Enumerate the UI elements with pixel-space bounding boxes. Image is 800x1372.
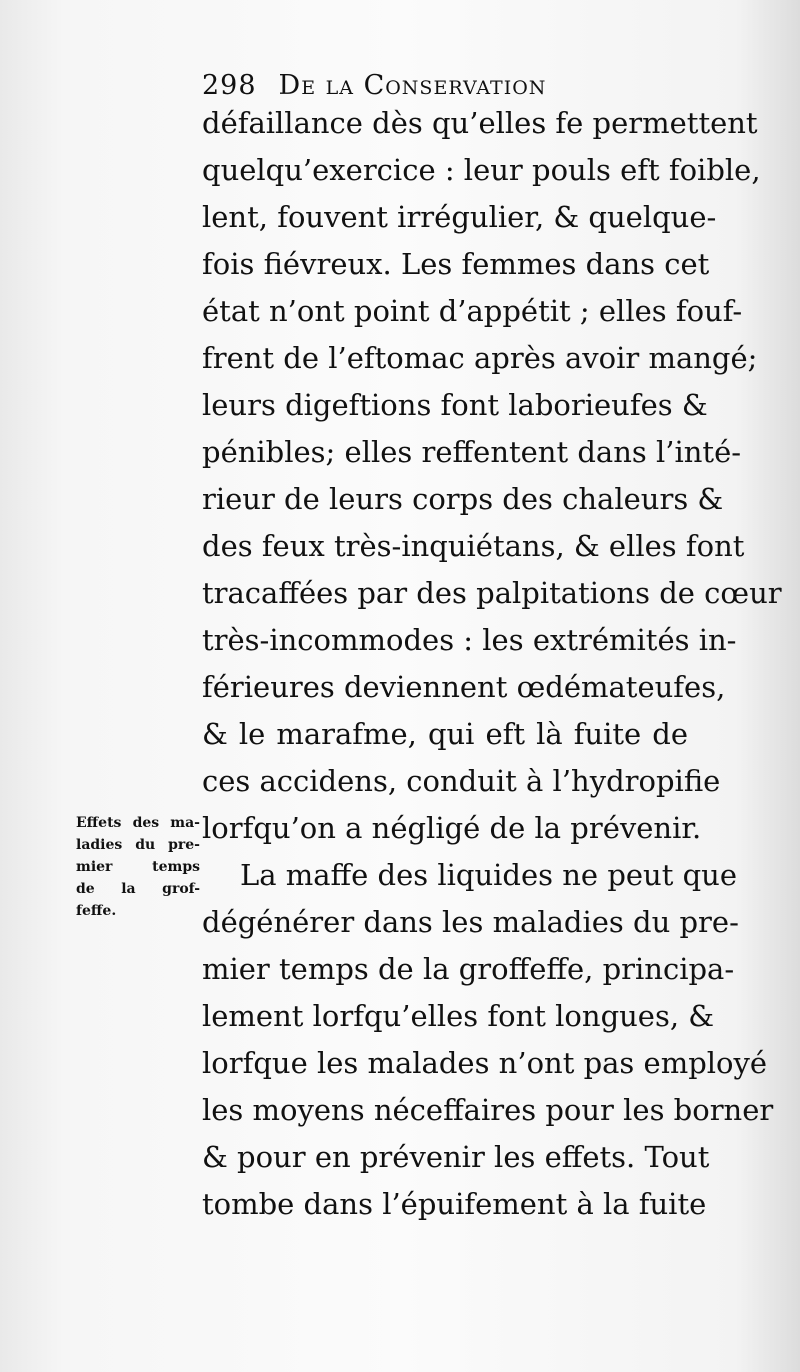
text-line: état n’ont point d’appétit ; elles fouf- bbox=[202, 294, 743, 328]
text-line: lent, fouvent irrégulier, & quelque- bbox=[202, 200, 717, 234]
running-title: De la Conservation bbox=[278, 70, 547, 101]
text-line: mier temps de la groffeffe, principa- bbox=[202, 952, 735, 986]
text-line: défaillance dès qu’elles fe permettent bbox=[202, 106, 758, 140]
marginal-note bbox=[76, 812, 200, 922]
text-line: très-incommodes : les extrémités in- bbox=[202, 623, 737, 657]
text-line: & le marafme, qui eft là fuite de bbox=[202, 717, 688, 751]
marginal-note-line: mier temps bbox=[76, 859, 200, 875]
text-line: fois fiévreux. Les femmes dans cet bbox=[202, 247, 710, 281]
text-line: tracaffées par des palpitations de cœur bbox=[202, 576, 782, 610]
text-line: des feux très-inquiétans, & elles font bbox=[202, 529, 745, 563]
text-line: dégénérer dans les maladies du pre- bbox=[202, 905, 739, 939]
page-number: 298 bbox=[202, 70, 257, 101]
text-line: ces accidens, conduit à l’hydropifie bbox=[202, 764, 721, 798]
text-line: leurs digeftions font laborieufes & bbox=[202, 388, 708, 422]
text-line: tombe dans l’épuifement à la fuite bbox=[202, 1187, 707, 1221]
text-line: rieur de leurs corps des chaleurs & bbox=[202, 482, 724, 516]
paragraph-end-line: lorfqu’on a négligé de la prévenir. bbox=[202, 811, 702, 845]
text-line: pénibles; elles reffentent dans l’inté- bbox=[202, 435, 742, 469]
text-line: les moyens néceffaires pour les borner bbox=[202, 1093, 774, 1127]
text-line: quelqu’exercice : leur pouls eft foible, bbox=[202, 153, 761, 187]
marginal-note-line: de la grof- bbox=[76, 881, 200, 897]
text-line: frent de l’eftomac après avoir mangé; bbox=[202, 341, 758, 375]
marginal-note-line: feffe. bbox=[76, 903, 117, 919]
paragraph-start-line: La maffe des liquides ne peut que bbox=[240, 858, 737, 892]
text-line: férieures deviennent œdémateufes, bbox=[202, 670, 726, 704]
body-text bbox=[202, 100, 782, 1228]
marginal-note-line: Effets des ma- bbox=[76, 815, 200, 831]
marginal-note-line: ladies du pre- bbox=[76, 837, 200, 853]
text-line: & pour en prévenir les effets. Tout bbox=[202, 1140, 710, 1174]
text-line: lorfque les malades n’ont pas employé bbox=[202, 1046, 768, 1080]
text-line: lement lorfqu’elles font longues, & bbox=[202, 999, 715, 1033]
